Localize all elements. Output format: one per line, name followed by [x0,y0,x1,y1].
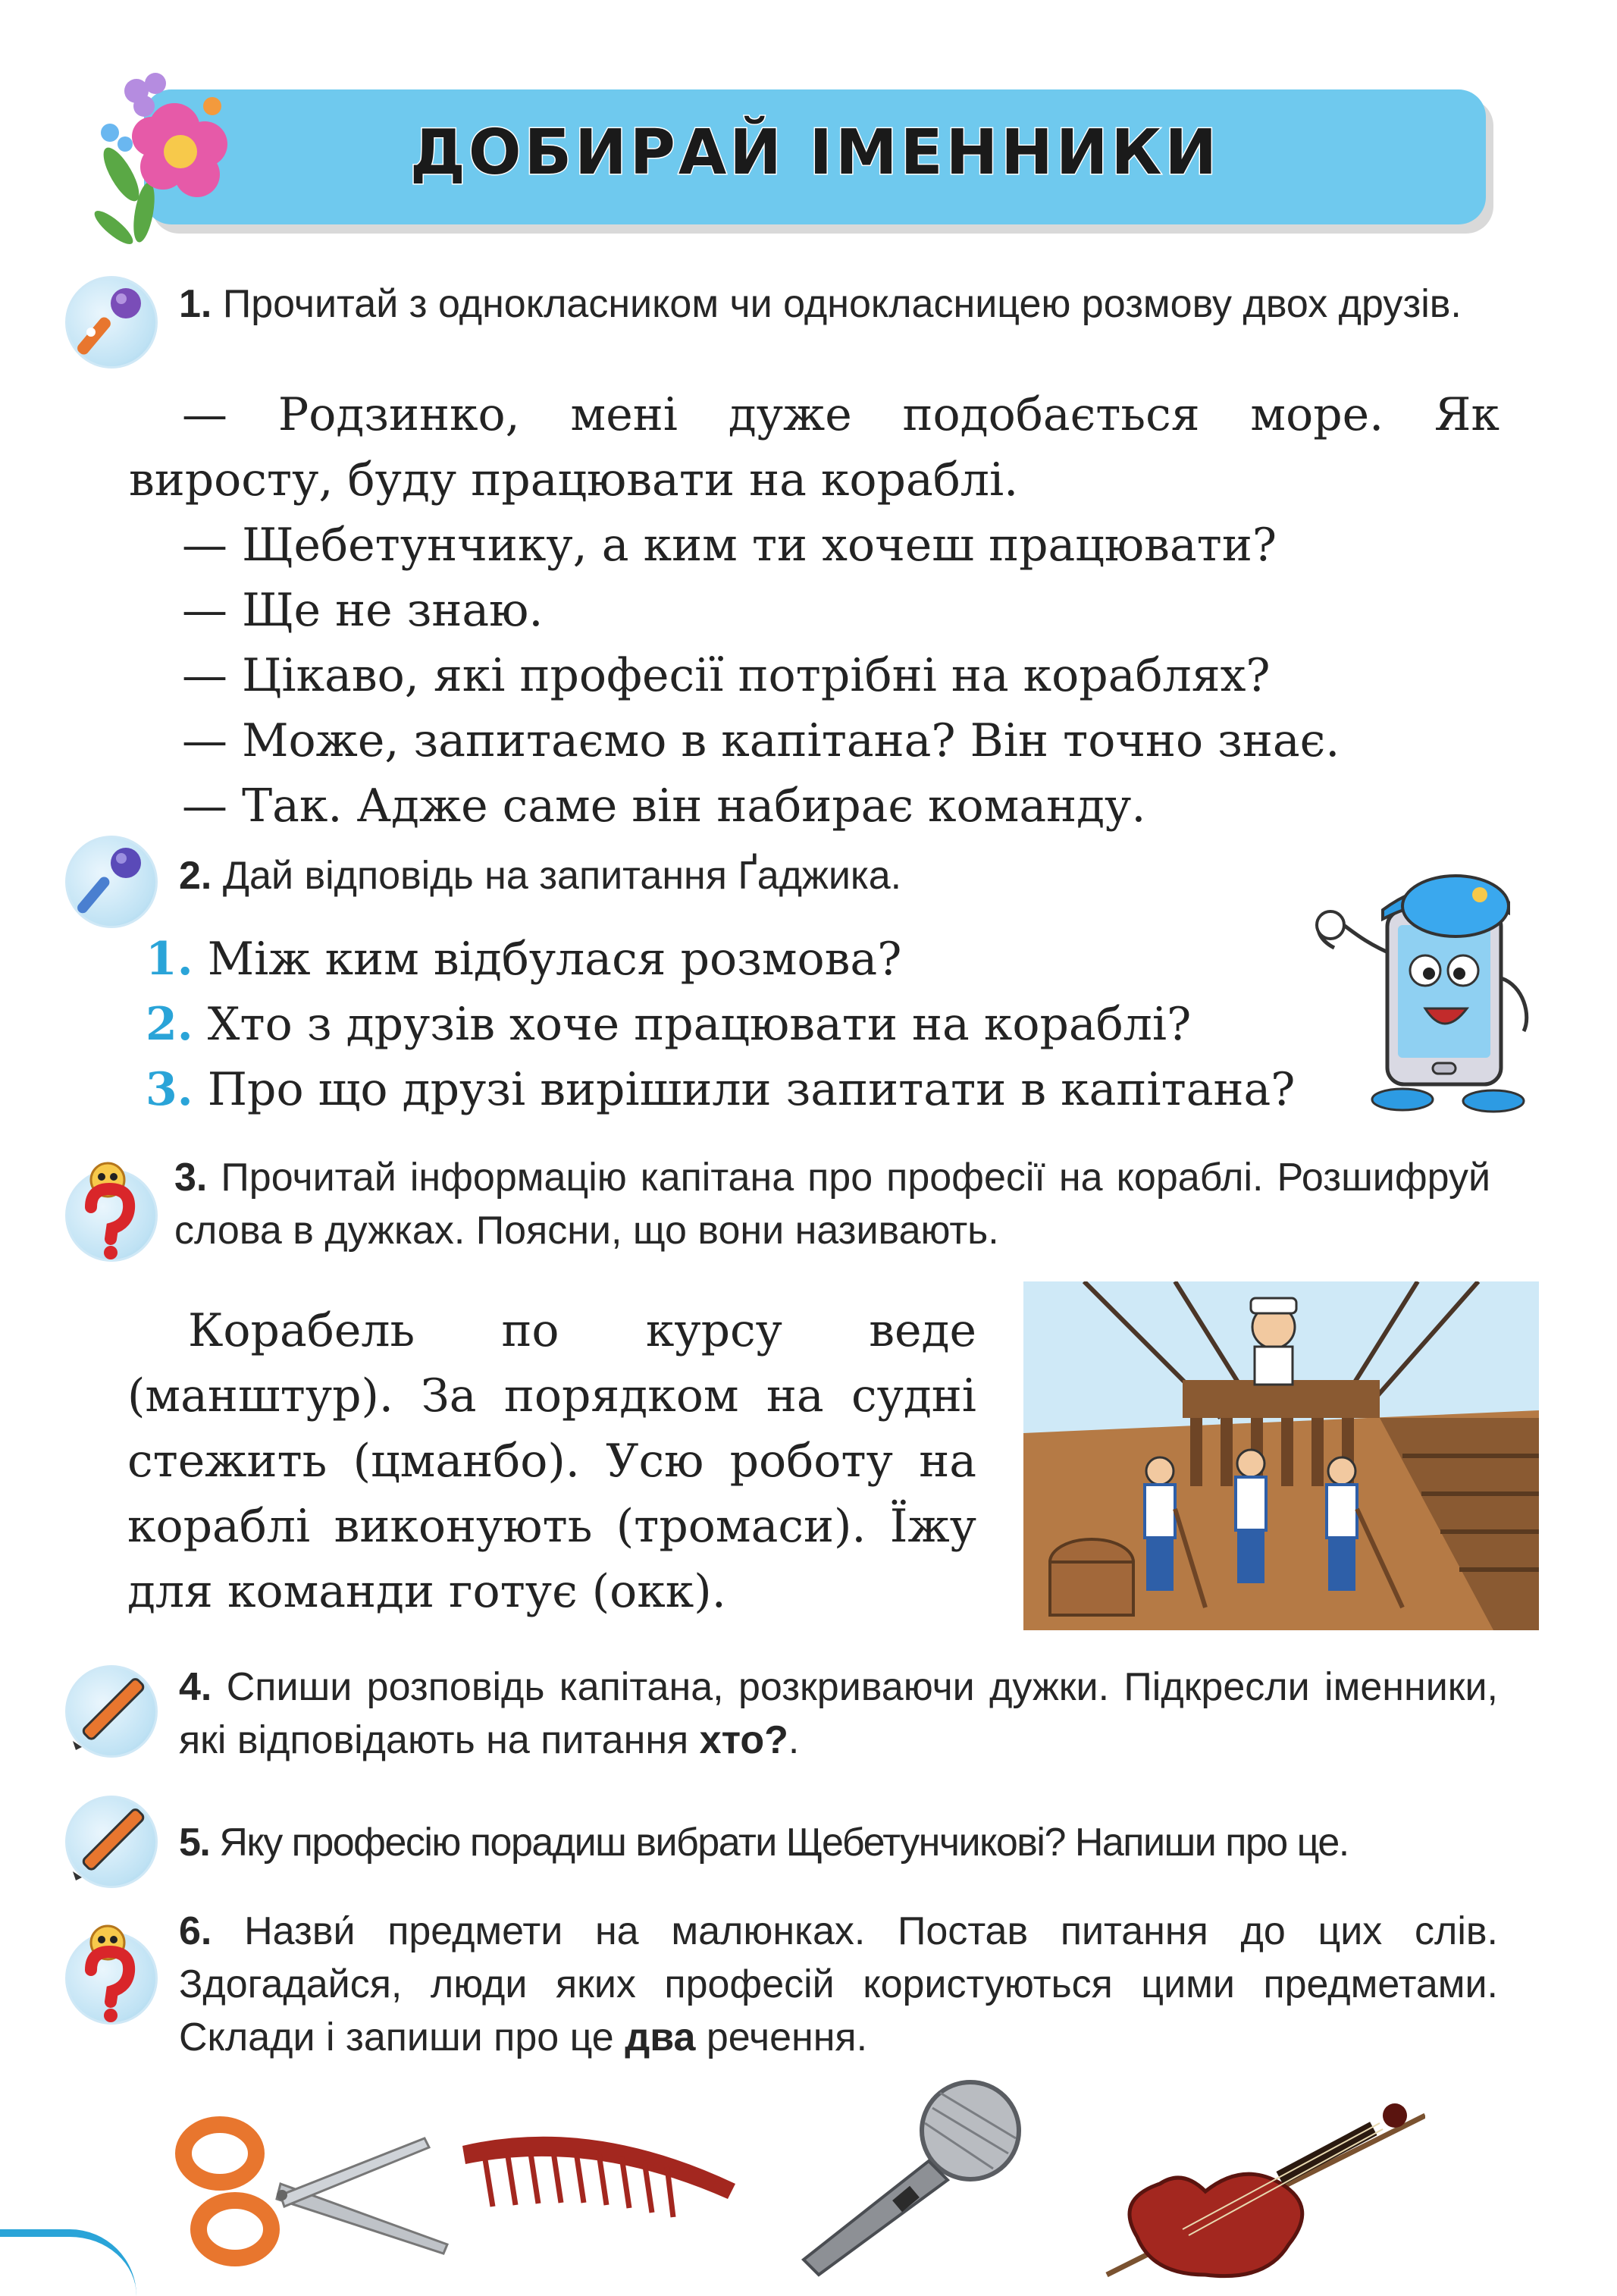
task-6-text: Назви́ предмети на малюнках. Постав питання до цих слів. Здогадайся, люди яких професій користуються цими предметами. Склади і запиши про це [179,1909,1498,2059]
task-6-keyword: два [625,2015,696,2059]
pen-icon [65,1796,156,1887]
phone-mascot-illustration [1304,864,1546,1115]
dialog-line: — Цікаво, які професії потрібні на кораблях? [182,649,1271,702]
question-item: 1. Між ким відбулася розмова? [146,933,902,986]
ship-deck-illustration [1023,1281,1539,1630]
captain-story: Корабель по курсу веде (манштур). За порядком на судні стежить (цманбо). Усю роботу на кораблі виконують (тромаси). Їжу для команди готує (окк). [127,1304,976,1618]
task-6-instruction: 6. Назви́ предмети на малюнках. Постав питання до цих слів. Здогадайся, люди яких професій користуються цими предметами. Склади і запиши про це два речення. [179,1909,1498,2059]
dialog-line: — Може, запитаємо в капітана? Він точно знає. [182,714,1340,767]
question-mascot-icon [65,1932,156,2023]
scissors-icon [167,2093,455,2282]
comb-icon [455,2116,743,2237]
dialog-line: — Родзинко, мені дуже подобається море. Як виросту, буду працювати на кораблі. [129,388,1499,507]
pen-icon [65,1665,156,1756]
task-5-number: 5. [179,1821,210,1865]
task-1-number: 1. [179,282,212,326]
task-5-text: Яку професію порадиш вибрати Щебетунчикові? Напиши про це. [219,1821,1349,1865]
task-1-instruction [179,278,1499,331]
dialog-line: — Щебетунчику, а ким ти хочеш працювати? [182,519,1277,572]
page-title: ДОБИРАЙ ІМЕННИКИ [409,117,1221,189]
question-item: 2. Хто з друзів хоче працювати на кораблі? [146,998,1192,1051]
task-1-text: Прочитай з однокласником чи однокласницею розмову двох друзів. [222,282,1462,326]
task-3-number: 3. [174,1156,208,1200]
dialog [129,382,1499,839]
microphone-icon [65,836,156,927]
dialog-line: — Ще не знаю. [182,584,544,637]
task-2-number: 2. [179,854,212,898]
task-6-number: 6. [179,1909,212,1953]
question-mascot-icon [65,1169,156,1260]
task-4-instruction: 4. Спиши розповідь капітана, розкриваючи дужки. Підкресли іменники, які відповідають на питання хто?. [179,1665,1498,1762]
question-item: 3. Про що друзі вирішили запитати в капітана? [146,1063,1296,1116]
microphone-object-icon [788,2078,1046,2282]
task-2-text: Дай відповідь на запитання Ґаджика. [222,854,902,898]
question-list [146,927,1396,1122]
violin-icon [1092,2085,1425,2288]
flower-decoration-icon [91,61,243,258]
task-3-instruction [174,1151,1490,1257]
task-3-text: Прочитай інформацію капітана про професії на кораблі. Розшифруй слова в дужках. Поясни, що вони називають. [174,1156,1490,1253]
title-banner [144,89,1486,224]
dialog-line: — Так. Адже саме він набирає команду. [182,779,1146,833]
task-4-text: Спиши розповідь капітана, розкриваючи дужки. Підкресли іменники, які відповідають на питання [179,1665,1498,1762]
task-5-instruction [179,1816,1543,1869]
task-4-number: 4. [179,1665,212,1709]
page-corner-decoration [0,2229,136,2296]
microphone-icon [65,276,156,367]
task-2-instruction [179,849,1468,902]
task-4-keyword: хто? [699,1718,788,1762]
